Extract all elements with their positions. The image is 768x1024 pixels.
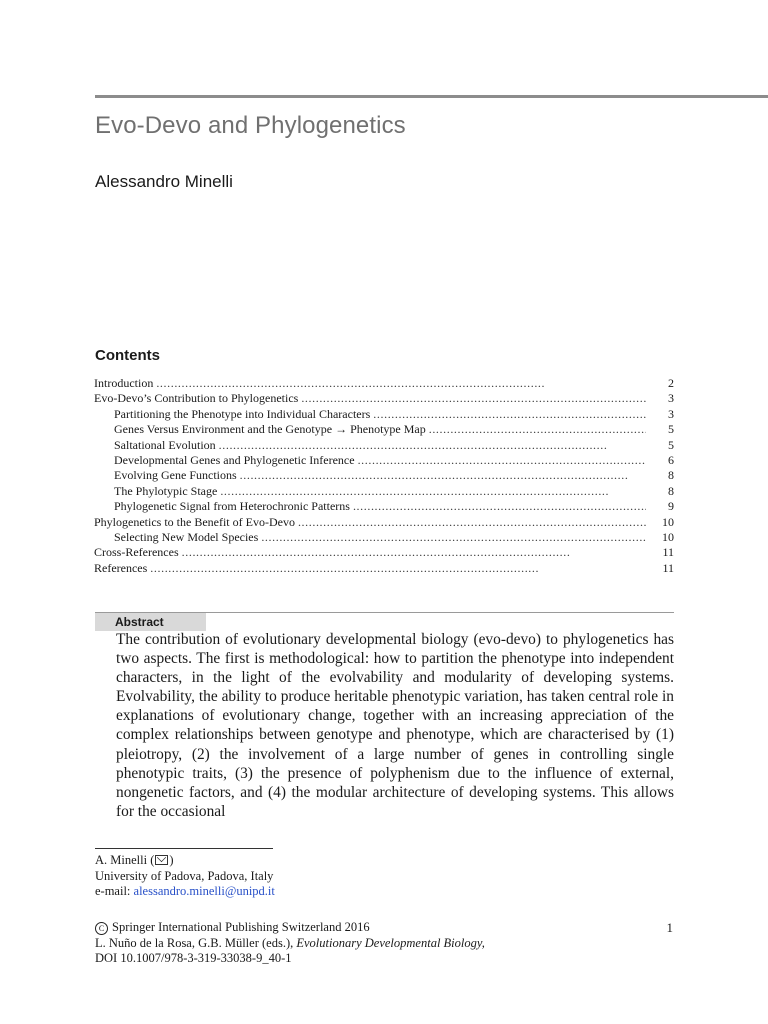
toc-leader-dots: [373, 407, 646, 422]
toc-leader-dots: [261, 530, 646, 545]
toc-entry-title: Phylogenetic Signal from Heterochronic Patterns: [114, 499, 350, 514]
toc-entry[interactable]: [94, 376, 674, 391]
toc-entry-page: 8: [668, 468, 674, 483]
toc-entry-title: Evo-Devo’s Contribution to Phylogenetics: [94, 391, 299, 406]
toc-entry-page: 9: [668, 499, 674, 514]
toc-entry-page: 6: [668, 452, 674, 467]
header-rule: [95, 95, 768, 98]
toc-entry-title: Selecting New Model Species: [114, 529, 259, 544]
toc-leader-dots: [156, 376, 646, 391]
toc-entry[interactable]: [94, 499, 674, 514]
copyright-icon: C: [95, 922, 108, 935]
abstract-text: The contribution of evolutionary developmental biology (evo-devo) to phylogenetics has two aspects. The first is methodological: how to partition the phenotype into independent characters, in the light of the evolvability and modularity of developing systems. Evolvability, the ability to produce heritable phenotypic variation, has taken central role in explanations of evolutionary change, together with an increasing appreciation of the complex relationships between genotype and phenotype, which are characterised by (1) pleiotropy, (2) the involvement of a large number of genes in controlling single phenotypic traits, (3) the presence of polyphenism due to the influence of external, nongenetic factors, and (4) the modular architecture of developing systems. This allows for the occasional: [116, 631, 674, 820]
toc-leader-dots: [219, 438, 646, 453]
envelope-icon: [155, 855, 168, 865]
page-number: 1: [666, 920, 673, 935]
toc-entry[interactable]: [94, 515, 674, 530]
toc-leader-dots: [182, 545, 646, 560]
toc-leader-dots: [301, 391, 646, 406]
toc-entry-title: Developmental Genes and Phylogenetic Inference: [114, 452, 355, 467]
toc-leader-dots: [240, 468, 646, 483]
editors: L. Nuño de la Rosa, G.B. Müller (eds.),: [95, 935, 294, 950]
toc-entry-page: 10: [662, 529, 674, 544]
toc-entry[interactable]: [94, 530, 674, 545]
toc-leader-dots: [150, 561, 646, 576]
email-link[interactable]: alessandro.minelli@unipd.it: [133, 884, 275, 898]
chapter-title: Evo-Devo and Phylogenetics: [95, 112, 406, 139]
toc-entry-page: 2: [668, 376, 674, 390]
toc-entry-title: Introduction: [94, 376, 154, 390]
toc-entry-title: Partitioning the Phenotype into Individual Characters: [114, 406, 371, 421]
toc-entry-page: 11: [662, 545, 674, 560]
toc-leader-dots: [298, 515, 646, 530]
abstract-label: Abstract: [95, 613, 206, 631]
footnote-email-label: e-mail:: [95, 884, 131, 898]
table-of-contents: [94, 376, 674, 576]
toc-entry[interactable]: [94, 484, 674, 499]
toc-entry[interactable]: [94, 453, 674, 468]
toc-entry-page: 11: [662, 560, 674, 575]
toc-entry-title: Saltational Evolution: [114, 437, 216, 452]
toc-entry-title: The Phylotypic Stage: [114, 483, 218, 498]
toc-entry[interactable]: [94, 407, 674, 422]
author-footnote: A. Minelli ( ) University of Padova, Padova, Italy e-mail: alessandro.minelli@unipd.it: [95, 853, 275, 898]
toc-entry[interactable]: [94, 391, 674, 406]
toc-entry-title: Cross-References: [94, 545, 179, 560]
footnote-affiliation: University of Padova, Padova, Italy: [95, 868, 274, 883]
toc-leader-dots: [429, 422, 646, 437]
toc-entry-page: 3: [668, 406, 674, 421]
toc-entry-title: References: [94, 560, 148, 575]
toc-entry-title: Genes Versus Environment and the Genotype → Phenotype Map: [114, 422, 426, 437]
author-name: Alessandro Minelli: [95, 172, 233, 191]
toc-entry-page: 8: [668, 483, 674, 498]
toc-entry[interactable]: [94, 468, 674, 483]
copyright-block: [95, 920, 485, 967]
doi: DOI 10.1007/978-3-319-33038-9_40-1: [95, 951, 292, 965]
toc-entry[interactable]: [94, 422, 674, 437]
footnote-rule: [95, 848, 273, 849]
toc-entry-page: 10: [662, 514, 674, 529]
book-title: Evolutionary Developmental Biology,: [296, 935, 485, 950]
toc-leader-dots: [358, 453, 646, 468]
toc-leader-dots: [220, 484, 646, 499]
toc-entry[interactable]: [94, 438, 674, 453]
toc-entry-page: 3: [668, 391, 674, 406]
copyright-line: Springer International Publishing Switzerland 2016: [112, 920, 370, 934]
toc-entry-page: 5: [668, 437, 674, 452]
footnote-author: A. Minelli: [95, 853, 148, 867]
contents-heading: Contents: [95, 347, 160, 364]
toc-leader-dots: [353, 499, 646, 514]
toc-entry-title: Evolving Gene Functions: [114, 468, 237, 483]
toc-entry-page: 5: [668, 422, 674, 437]
toc-entry[interactable]: [94, 561, 674, 576]
toc-entry-title: Phylogenetics to the Benefit of Evo-Devo: [94, 514, 295, 529]
toc-entry[interactable]: [94, 545, 674, 560]
